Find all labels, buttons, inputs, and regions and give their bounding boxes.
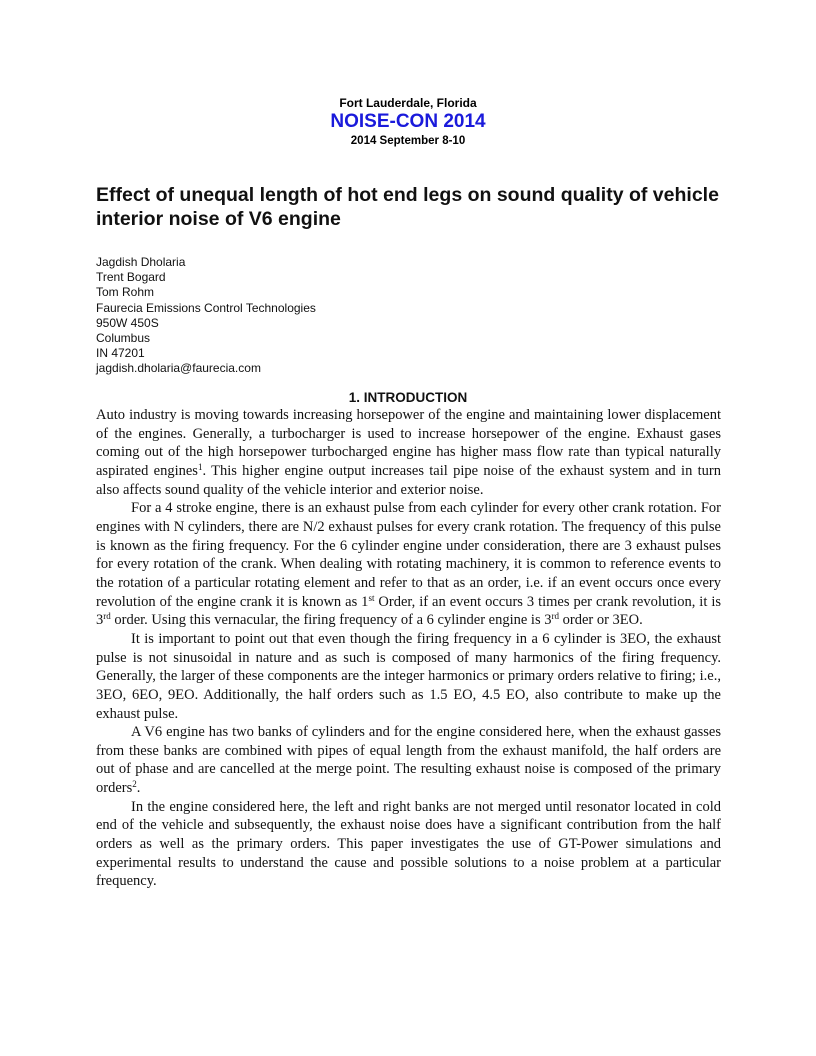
section-heading: 1. INTRODUCTION: [348, 390, 468, 405]
ordinal-suffix: rd: [551, 611, 559, 622]
ordinal-suffix: rd: [103, 611, 111, 622]
conference-dates: 2014 September 8-10: [350, 135, 466, 147]
paragraph-text: order. Using this vernacular, the firing frequency of a 6 cylinder engine is 3: [110, 612, 552, 629]
conference-header: [0, 96, 816, 148]
ordinal-suffix: st: [368, 592, 375, 603]
reference-marker: 1: [197, 461, 203, 472]
paragraph-text: . This higher engine output increases tail pipe noise of the exhaust system and in turn also affects sound quality of the vehicle interior and exterior noise.: [96, 462, 721, 498]
paragraph-text: A V6 engine has two banks of cylinders and for the engine considered here, when the exhaust gasses from these banks are combined with pipes of equal length from the exhaust manifold, the half orders are out of phase and are cancelled at the merge point. The resulting exhaust noise is composed of the primary orders: [96, 724, 721, 797]
paragraph-5: In the engine considered here, the left and right banks are not merged until resonator located in cold end of the vehicle and subsequently, the exhaust noise does have a significant contribution from the half orders as well as the primary orders. This paper investigates the use of GT-Power simulations and experimental results to understand the cause and possible solutions to a noise problem at a particular frequency.: [96, 798, 721, 890]
paragraph-text: For a 4 stroke engine, there is an exhaust pulse from each cylinder for every other crank rotation. For engines with N cylinders, there are N/2 exhaust pulses for every crank rotation. The frequency of this pulse is known as the firing frequency. For the 6 cylinder engine under consideration, there are 3 exhaust pulses for every rotation of the crank. When dealing with rotating machinery, it is common to reference events to the rotation of a particular rotating element and refer to that as an order, i.e. if an event occurs once every revolution of the engine crank it is known as 1: [96, 500, 721, 610]
paragraph-2: [96, 499, 721, 630]
author-address-street: 950W 450S: [96, 315, 159, 330]
author-block: [96, 255, 596, 377]
author-name: Trent Bogard: [96, 270, 166, 285]
reference-marker: 2: [132, 779, 137, 790]
author-name: Tom Rohm: [96, 285, 155, 300]
paragraph-3: It is important to point out that even though the firing frequency in a 6 cylinder is 3EO, the exhaust pulse is not sinusoidal in nature and as such is composed of many harmonics of the firing frequency. Generally, the larger of these components are the integer harmonics or primary orders relative to firing; i.e., 3EO, 6EO, 9EO. Additionally, the half orders such as 1.5 EO, 4.5 EO, also contribute to make up the exhaust pulse.: [96, 630, 721, 722]
author-address-state-zip: IN 47201: [96, 346, 145, 361]
paragraph-text: .: [136, 780, 141, 797]
paragraph-1: [96, 406, 721, 499]
author-address-city: Columbus: [96, 331, 151, 346]
author-affiliation: Faurecia Emissions Control Technologies: [96, 300, 316, 315]
conference-name: NOISE-CON 2014: [330, 111, 486, 132]
author-name: Jagdish Dholaria: [96, 255, 186, 269]
introduction-body: [96, 406, 721, 891]
paragraph-4: [96, 723, 721, 798]
paragraph-text: Auto industry is moving towards increasing horsepower of the engine and maintaining lower displacement of the engines. Generally, a turbocharger is used to increase horsepower of the engine. Exhaust gases coming out of the high horsepower turbocharged engine has higher mass flow rate than typical naturally aspirated engines: [96, 407, 721, 479]
author-email: jagdish.dholaria@faurecia.com: [96, 361, 261, 376]
paragraph-text: Order, if an event occurs 3 times per crank revolution, it is 3: [96, 593, 721, 629]
conference-location: Fort Lauderdale, Florida: [339, 96, 477, 110]
paper-title: Effect of unequal length of hot end legs on sound quality of vehicle interior noise of V6 engine: [96, 184, 719, 230]
paragraph-text: order or 3EO.: [558, 612, 643, 629]
